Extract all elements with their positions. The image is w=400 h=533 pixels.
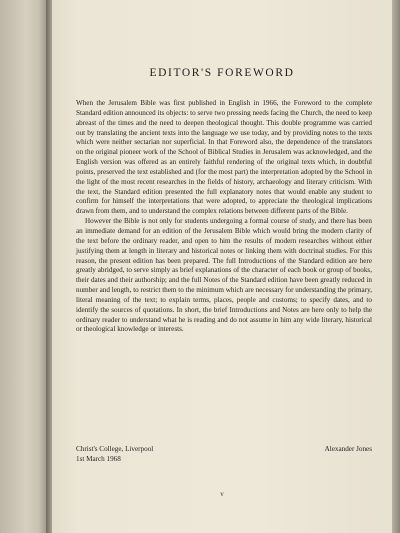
signoff-author: Alexander Jones bbox=[324, 445, 372, 453]
book-page bbox=[52, 0, 392, 533]
signoff-date: 1st March 1968 bbox=[76, 454, 121, 463]
page-title: EDITOR'S FOREWORD bbox=[149, 67, 295, 79]
paragraph-1: When the Jerusalem Bible was first published in English in 1966, the Foreword to the complete Standard edition announced its objects: to serve two pressing needs facing the Church, the need to keep abreast of the times and the need to deepen theological thought. This double programme was carried out by translating the ancient texts into the language we use today, and by providing notes to the texts which were neither sectarian nor superficial. In that Foreword also, the dependence of the translators on the original pioneer work of the School of Biblical Studies in Jerusalem was acknowledged, and the English version was offered as an entirely faithful rendering of the original texts which, in doubtful points, preserved the text established and (for the most part) the interpretation adopted by the School in the light of the most recent researches in the fields of history, archaeology and literary criticism. With the text, the Standard edition presented the full explanatory notes that would enable any student to confirm for himself the interpretations that were adopted, to appreciate the theological implications drawn from them, and to understand the complex relations between different parts of the Bible. bbox=[76, 99, 372, 216]
foreword-body bbox=[76, 99, 372, 335]
signoff-row bbox=[76, 445, 372, 455]
signoff bbox=[76, 445, 372, 465]
page-edge bbox=[392, 0, 400, 533]
facing-page bbox=[0, 0, 46, 533]
page-number: v bbox=[220, 490, 224, 498]
paragraph-2: However the Bible is not only for students undergoing a formal course of study, and there has been an immediate demand for an edition of the Jerusalem Bible which would bring the modern clarity of the text before the ordinary reader, and open to him the results of modern researches without either justifying them at length in literary and historical notes or linking them with doctrinal studies. For this reason, the present edition has been prepared. The full Introductions of the Standard edition are here greatly abridged, to serve simply as brief explanations of the character of each book or group of books, their dates and their authorship; and the full Notes of the Standard edition have been greatly reduced in number and length, to restrict them to the minimum which are necessary for understanding the primary, literal meaning of the text; to explain terms, places, people and customs; to specify dates, and to identify the sources of quotations. In short, the brief Introductions and Notes are here only to help the ordinary reader to understand what he is reading and do not assume in him any wide literary, historical or theological knowledge or interests. bbox=[76, 217, 372, 334]
signoff-place: Christ's College, Liverpool bbox=[76, 445, 154, 453]
